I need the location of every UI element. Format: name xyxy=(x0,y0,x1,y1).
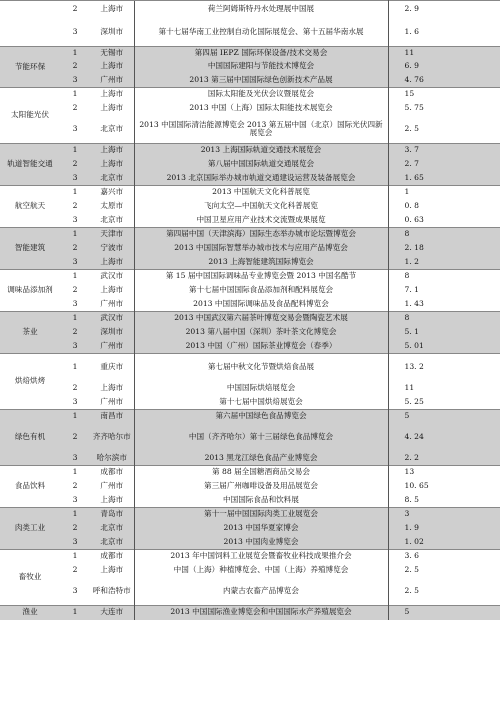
city-cell: 上海市 xyxy=(90,284,134,298)
value-cell: 10. 65 xyxy=(388,480,500,494)
city-cell: 深圳市 xyxy=(90,326,134,340)
value-cell: 7. 1 xyxy=(388,284,500,298)
category-cell: 轨道智能交通 xyxy=(0,144,60,186)
value-cell: 5. 01 xyxy=(388,340,500,354)
table-row xyxy=(0,606,500,620)
value-cell: 4. 76 xyxy=(388,74,500,88)
exhibition-name-cell: 中国国际建阳与节能技术博览会 xyxy=(134,60,388,74)
rank-cell: 2 xyxy=(60,480,90,494)
rank-cell: 3 xyxy=(60,536,90,550)
value-cell: 5 xyxy=(388,606,500,620)
value-cell: 2. 9 xyxy=(388,1,500,19)
table-row xyxy=(0,1,500,19)
city-cell: 北京市 xyxy=(90,522,134,536)
value-cell: 1. 02 xyxy=(388,536,500,550)
rank-cell: 2 xyxy=(60,284,90,298)
value-cell: 8. 5 xyxy=(388,494,500,508)
exhibition-name-cell: 2013 中国（广州）国际茶业博览会（春季） xyxy=(134,340,388,354)
table-row xyxy=(0,270,500,284)
rank-cell: 3 xyxy=(60,298,90,312)
rank-cell: 2 xyxy=(60,102,90,116)
exhibition-name-cell: 中国国际烘焙展览会 xyxy=(134,382,388,396)
exhibition-name-cell: 第十一届中国国际肉类工业展览会 xyxy=(134,508,388,522)
city-cell: 重庆市 xyxy=(90,354,134,382)
rank-cell: 1 xyxy=(60,606,90,620)
value-cell: 1. 65 xyxy=(388,172,500,186)
value-cell: 5. 75 xyxy=(388,102,500,116)
table-row xyxy=(0,536,500,550)
table-row xyxy=(0,312,500,326)
table-row xyxy=(0,494,500,508)
exhibition-name-cell: 2013 上海国际轨道交通技术展览会 xyxy=(134,144,388,158)
city-cell: 齐齐哈尔市 xyxy=(90,424,134,452)
exhibition-name-cell: 2013 第八届中国（深圳）茶叶茶文化博览会 xyxy=(134,326,388,340)
rank-cell: 1 xyxy=(60,144,90,158)
rank-cell: 2 xyxy=(60,326,90,340)
rank-cell: 2 xyxy=(60,1,90,19)
rank-cell: 2 xyxy=(60,564,90,578)
exhibition-name-cell: 第八届中国国际轨道交通展览会 xyxy=(134,158,388,172)
value-cell: 1. 9 xyxy=(388,522,500,536)
value-cell: 2. 5 xyxy=(388,578,500,606)
table-row xyxy=(0,284,500,298)
exhibition-name-cell: 中国卫星应用产业技术交流暨成果展览 xyxy=(134,214,388,228)
value-cell: 3 xyxy=(388,508,500,522)
rank-cell: 1 xyxy=(60,508,90,522)
exhibition-name-cell: 2013 中国华夏家博会 xyxy=(134,522,388,536)
exhibition-name-cell: 2013 中国国际清洁能源博览会 2013 第五届中国（北京）国际光伏四新展览会 xyxy=(134,116,388,144)
value-cell: 2. 5 xyxy=(388,564,500,578)
rank-cell: 3 xyxy=(60,340,90,354)
rank-cell: 2 xyxy=(60,382,90,396)
category-cell xyxy=(0,1,60,47)
city-cell: 成都市 xyxy=(90,466,134,480)
city-cell: 上海市 xyxy=(90,144,134,158)
exhibition-name-cell: 第十七届中国烘焙展览会 xyxy=(134,396,388,410)
city-cell: 深圳市 xyxy=(90,19,134,47)
exhibition-name-cell: 第 15 届中国国际调味品专业博览会暨 2013 中国名酷节 xyxy=(134,270,388,284)
rank-cell: 3 xyxy=(60,74,90,88)
city-cell: 上海市 xyxy=(90,60,134,74)
value-cell: 8 xyxy=(388,312,500,326)
exhibition-name-cell: 2013 第三届中国国际绿色创新技术产品展 xyxy=(134,74,388,88)
exhibition-name-cell: 2013 年中国饲料工业展览会暨畜牧业科技成果推介会 xyxy=(134,550,388,564)
exhibition-name-cell: 2013 上海智能建筑国际博览会 xyxy=(134,256,388,270)
city-cell: 嘉兴市 xyxy=(90,186,134,200)
city-cell: 大连市 xyxy=(90,606,134,620)
exhibition-name-cell: 2013 黑龙江绿色食品产业博览会 xyxy=(134,452,388,466)
table-row xyxy=(0,298,500,312)
city-cell: 上海市 xyxy=(90,102,134,116)
rank-cell: 3 xyxy=(60,578,90,606)
table-row xyxy=(0,88,500,102)
value-cell: 11 xyxy=(388,382,500,396)
table-row xyxy=(0,242,500,256)
city-cell: 上海市 xyxy=(90,158,134,172)
value-cell: 0. 8 xyxy=(388,200,500,214)
table-row xyxy=(0,186,500,200)
value-cell: 6. 9 xyxy=(388,60,500,74)
exhibition-name-cell: 2013 中国武汉第六届茶叶博览交易会暨陶瓷艺术展 xyxy=(134,312,388,326)
rank-cell: 2 xyxy=(60,242,90,256)
value-cell: 5. 25 xyxy=(388,396,500,410)
city-cell: 上海市 xyxy=(90,494,134,508)
value-cell: 13 xyxy=(388,466,500,480)
rank-cell: 1 xyxy=(60,270,90,284)
table-row xyxy=(0,354,500,382)
table-row xyxy=(0,424,500,452)
exhibition-name-cell: 第四届中国（天津滨海）国际生态举办城市论坛暨博览会 xyxy=(134,228,388,242)
category-cell: 航空航天 xyxy=(0,186,60,228)
table-row xyxy=(0,564,500,578)
table-row xyxy=(0,158,500,172)
table-row xyxy=(0,326,500,340)
rank-cell: 3 xyxy=(60,256,90,270)
table-row xyxy=(0,228,500,242)
exhibition-name-cell: 荷兰阿姆斯特丹水处理展中国展 xyxy=(134,1,388,19)
table-row xyxy=(0,522,500,536)
exhibition-name-cell: 2013 中国肉业博览会 xyxy=(134,536,388,550)
city-cell: 北京市 xyxy=(90,172,134,186)
table-row xyxy=(0,578,500,606)
table-row xyxy=(0,19,500,47)
category-cell: 绿色有机 xyxy=(0,410,60,466)
table-row xyxy=(0,144,500,158)
exhibition-name-cell: 第十七届中国国际食品添加剂和配料展览会 xyxy=(134,284,388,298)
exhibition-name-cell: 2013 中国国际调味品及食品配料博览会 xyxy=(134,298,388,312)
exhibition-name-cell: 2013 北京国际举办城市轨道交通建设运营及装备展览会 xyxy=(134,172,388,186)
table-row xyxy=(0,74,500,88)
exhibition-name-cell: 中国（上海）种植博览会、中国（上海）养殖博览会 xyxy=(134,564,388,578)
value-cell: 2. 5 xyxy=(388,116,500,144)
city-cell: 哈尔滨市 xyxy=(90,452,134,466)
city-cell: 广州市 xyxy=(90,74,134,88)
value-cell: 5 xyxy=(388,410,500,424)
category-cell: 太阳能光伏 xyxy=(0,88,60,144)
rank-cell: 2 xyxy=(60,200,90,214)
table-row xyxy=(0,116,500,144)
city-cell: 无锡市 xyxy=(90,47,134,60)
category-cell: 节能环保 xyxy=(0,47,60,88)
exhibition-name-cell: 飞向太空—中国航天文化科普展览 xyxy=(134,200,388,214)
table-row xyxy=(0,382,500,396)
rank-cell: 1 xyxy=(60,312,90,326)
table-row xyxy=(0,47,500,60)
rank-cell: 1 xyxy=(60,47,90,60)
city-cell: 北京市 xyxy=(90,116,134,144)
rank-cell: 1 xyxy=(60,88,90,102)
table-row xyxy=(0,172,500,186)
exhibition-name-cell: 2013 中国国际渔业博览会和中国国际水产养殖展览会 xyxy=(134,606,388,620)
category-cell: 茶业 xyxy=(0,312,60,354)
category-cell: 畜牧业 xyxy=(0,550,60,606)
rank-cell: 3 xyxy=(60,19,90,47)
rank-cell: 3 xyxy=(60,396,90,410)
value-cell: 2. 2 xyxy=(388,452,500,466)
table-row xyxy=(0,466,500,480)
city-cell: 太原市 xyxy=(90,200,134,214)
rank-cell: 3 xyxy=(60,214,90,228)
table-body xyxy=(0,1,500,620)
city-cell: 广州市 xyxy=(90,298,134,312)
exhibition-name-cell: 中国国际食品和饮料展 xyxy=(134,494,388,508)
rank-cell: 1 xyxy=(60,466,90,480)
city-cell: 青岛市 xyxy=(90,508,134,522)
rank-cell: 3 xyxy=(60,494,90,508)
exhibition-name-cell: 第六届中国绿色食品博览会 xyxy=(134,410,388,424)
rank-cell: 2 xyxy=(60,522,90,536)
rank-cell: 2 xyxy=(60,424,90,452)
city-cell: 上海市 xyxy=(90,1,134,19)
table-row xyxy=(0,256,500,270)
category-cell: 智能建筑 xyxy=(0,228,60,270)
value-cell: 0. 63 xyxy=(388,214,500,228)
category-cell: 调味品添加剂 xyxy=(0,270,60,312)
value-cell: 13. 2 xyxy=(388,354,500,382)
value-cell: 8 xyxy=(388,270,500,284)
table-row xyxy=(0,214,500,228)
rank-cell: 2 xyxy=(60,60,90,74)
table-row xyxy=(0,410,500,424)
city-cell: 南昌市 xyxy=(90,410,134,424)
rank-cell: 1 xyxy=(60,186,90,200)
city-cell: 北京市 xyxy=(90,214,134,228)
city-cell: 宁波市 xyxy=(90,242,134,256)
city-cell: 呼和浩特市 xyxy=(90,578,134,606)
exhibition-name-cell: 2013 中国航天文化科普展览 xyxy=(134,186,388,200)
rank-cell: 1 xyxy=(60,410,90,424)
rank-cell: 3 xyxy=(60,116,90,144)
exhibition-name-cell: 国际太阳能及光伏会议暨展览会 xyxy=(134,88,388,102)
value-cell: 2. 18 xyxy=(388,242,500,256)
table-row xyxy=(0,396,500,410)
value-cell: 15 xyxy=(388,88,500,102)
rank-cell: 1 xyxy=(60,228,90,242)
exhibition-name-cell: 第七届中秋文化节暨烘焙食品展 xyxy=(134,354,388,382)
city-cell: 上海市 xyxy=(90,564,134,578)
table-row xyxy=(0,452,500,466)
city-cell: 成都市 xyxy=(90,550,134,564)
exhibition-name-cell: 2013 中国（上海）国际太阳能技术展览会 xyxy=(134,102,388,116)
value-cell: 3. 6 xyxy=(388,550,500,564)
category-cell: 烘焙烘烤 xyxy=(0,354,60,410)
value-cell: 1. 6 xyxy=(388,19,500,47)
value-cell: 5. 1 xyxy=(388,326,500,340)
table-row xyxy=(0,102,500,116)
city-cell: 北京市 xyxy=(90,536,134,550)
city-cell: 上海市 xyxy=(90,256,134,270)
value-cell: 2. 7 xyxy=(388,158,500,172)
table-row xyxy=(0,480,500,494)
exhibition-name-cell: 内蒙古农畜产品博览会 xyxy=(134,578,388,606)
city-cell: 武汉市 xyxy=(90,270,134,284)
table-row xyxy=(0,200,500,214)
value-cell: 4. 24 xyxy=(388,424,500,452)
exhibition-name-cell: 第四届 IEPZ 国际环保设备/技术交易会 xyxy=(134,47,388,60)
table-row xyxy=(0,550,500,564)
category-cell: 肉类工业 xyxy=(0,508,60,550)
value-cell: 8 xyxy=(388,228,500,242)
table-row xyxy=(0,340,500,354)
rank-cell: 1 xyxy=(60,550,90,564)
value-cell: 11 xyxy=(388,47,500,60)
city-cell: 广州市 xyxy=(90,396,134,410)
city-cell: 天津市 xyxy=(90,228,134,242)
value-cell: 1. 43 xyxy=(388,298,500,312)
table-row xyxy=(0,60,500,74)
rank-cell: 1 xyxy=(60,354,90,382)
value-cell: 1. 2 xyxy=(388,256,500,270)
rank-cell: 3 xyxy=(60,452,90,466)
exhibition-name-cell: 2013 中国国际智慧举办城市技术与应用产品博览会 xyxy=(134,242,388,256)
rank-cell: 2 xyxy=(60,158,90,172)
value-cell: 1 xyxy=(388,186,500,200)
exhibition-name-cell: 第三届广州咖啡设备及用品展览会 xyxy=(134,480,388,494)
city-cell: 武汉市 xyxy=(90,312,134,326)
exhibition-name-cell: 第 88 届全国糖酒商品交易会 xyxy=(134,466,388,480)
city-cell: 上海市 xyxy=(90,88,134,102)
city-cell: 上海市 xyxy=(90,382,134,396)
exhibition-name-cell: 中国（齐齐哈尔）第十三届绿色食品博览会 xyxy=(134,424,388,452)
value-cell: 3. 7 xyxy=(388,144,500,158)
category-cell: 食品饮料 xyxy=(0,466,60,508)
rank-cell: 3 xyxy=(60,172,90,186)
table-row xyxy=(0,508,500,522)
city-cell: 广州市 xyxy=(90,340,134,354)
exhibition-name-cell: 第十七届华南工业控制自动化国际展览会、第十五届华南水展 xyxy=(134,19,388,47)
category-cell: 渔业 xyxy=(0,606,60,620)
city-cell: 广州市 xyxy=(90,480,134,494)
